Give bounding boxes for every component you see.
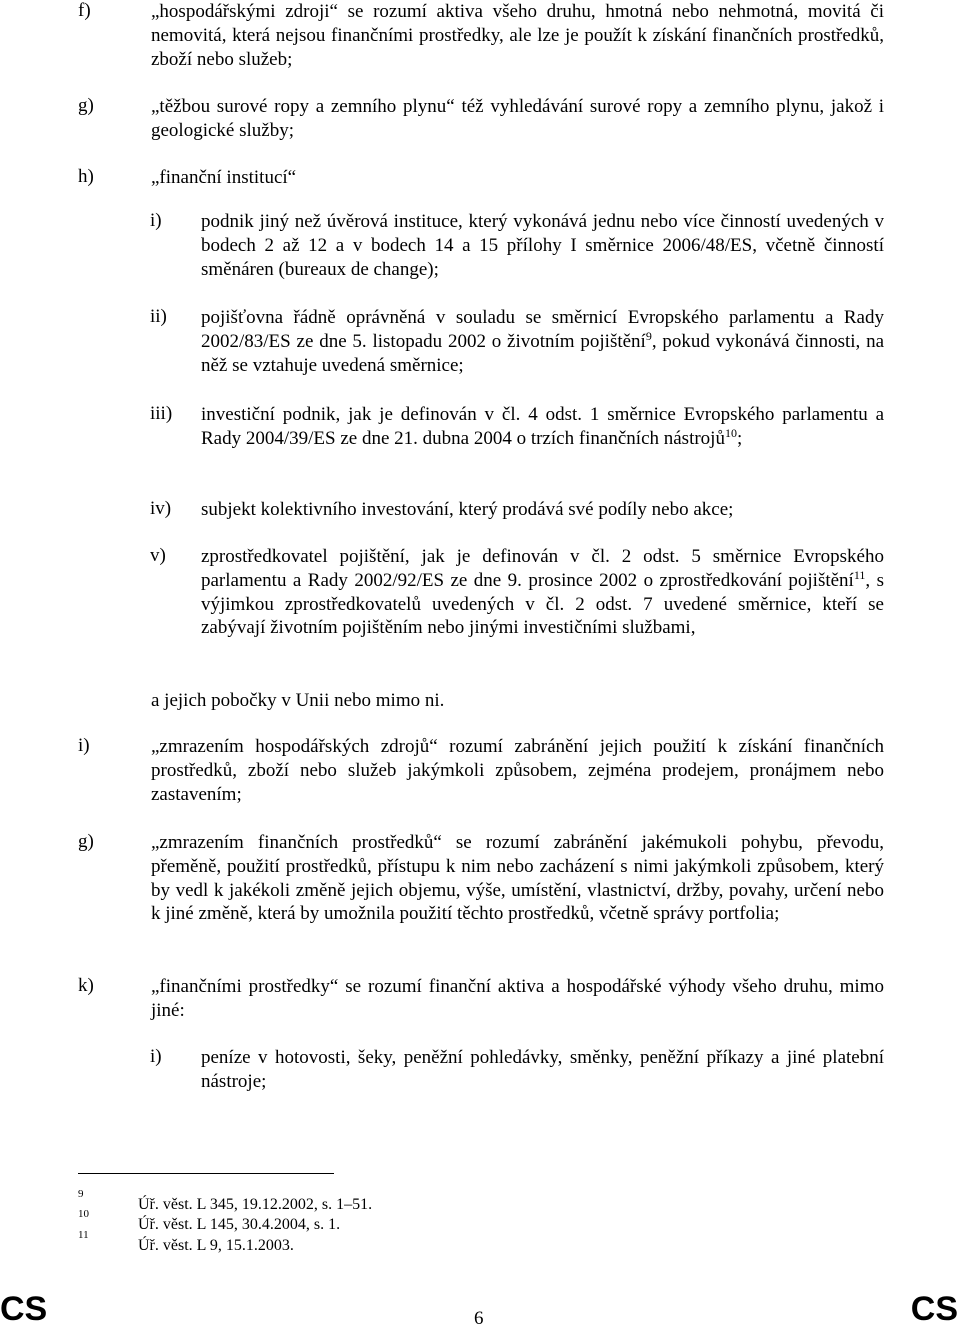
sub-item-text: podnik jiný než úvěrová instituce, který vykonává jednu nebo více činností uvedených v bodech 2 až 12 a v bodech 14 a 15 přílohy I směrnice 2006/48/ES, včetně činností směnáren (bureaux de change); — [201, 211, 884, 280]
item-text: „finančními prostředky“ se rozumí finanční aktiva a hospodářské výhody všeho druhu, mimo jiné: — [151, 976, 884, 1021]
footnote-ref: 10 — [724, 425, 737, 440]
footnote-text: Úř. věst. L 145, 30.4.2004, s. 1. — [138, 1216, 341, 1233]
item-label: f) — [78, 0, 91, 21]
sub-item-text-part: investiční podnik, jak je definován v čl. 4 odst. 1 směrnice Evropského parlamentu a Rady 2004/39/ES ze dne 21. dubna 2004 o trzích finančních nástrojů — [201, 404, 884, 449]
sub-item-label: i) — [150, 1046, 162, 1067]
sub-item-text: subjekt kolektivního investování, který prodává své podíly nebo akce; — [201, 499, 734, 520]
footer-language-right: CS — [910, 1290, 958, 1328]
footnote-number: 9 — [78, 1188, 84, 1200]
h-closing-text: a jejich pobočky v Unii nebo mimo ni. — [151, 690, 445, 711]
sub-item-label: iii) — [150, 403, 173, 424]
sub-item-label: v) — [150, 545, 166, 566]
footnote-text: Úř. věst. L 9, 15.1.2003. — [138, 1237, 294, 1254]
sub-item-text: peníze v hotovosti, šeky, peněžní pohledávky, směnky, peněžní příkazy a jiné platební nástroje; — [201, 1047, 884, 1092]
footnote-number: 10 — [78, 1208, 89, 1220]
item-label: h) — [78, 166, 94, 187]
item-text: „zmrazením hospodářských zdrojů“ rozumí zabránění jejich použití k získání finančních prostředků, zboží nebo služeb jakýmkoli způsobem, zejména prodejem, pronájmem nebo zastavením; — [151, 736, 884, 805]
item-label: k) — [78, 975, 94, 996]
item-label: g) — [78, 831, 94, 852]
sub-item-text-part: zprostředkovatel pojištění, jak je definován v čl. 2 odst. 5 směrnice Evropského parlamentu a Rady 2002/92/ES ze dne 9. prosince 2002 o zprostředkování pojištění — [201, 546, 884, 591]
sub-item-text-part: pojišťovna řádně oprávněná v souladu se směrnicí Evropského parlamentu a Rady 2002/83/ES ze dne 5. listopadu 2002 o životním pojištění — [201, 307, 884, 352]
sub-item-text-part: ; — [736, 427, 743, 449]
sub-item-text-part: , pokud vykonává činnosti, na něž se vztahuje uvedená směrnice; — [201, 330, 885, 376]
item-text: „finanční institucí“ — [151, 167, 297, 188]
sub-item-text — [201, 403, 884, 451]
item-text: „hospodářskými zdroji“ se rozumí aktiva všeho druhu, hmotná nebo nehmotná, movitá či nemovitá, která nejsou finančními prostředky, ale lze je použít k získání finančních prostředků, zboží nebo služeb; — [151, 1, 884, 70]
footnote-ref: 9 — [645, 328, 652, 343]
footnote-separator — [78, 1173, 334, 1174]
sub-item-text — [201, 545, 884, 640]
sub-item-label: i) — [150, 210, 162, 231]
item-text: „zmrazením finančních prostředků“ se rozumí zabránění jakémukoli pohybu, převodu, přeměně, použití prostředků, přístupu k nim nebo zacházení s nimi jakýmkoli způsobem, který by vedl k jakékoli změně jejich objemu, výše, umístění, vlastnictví, držby, povahy, určení nebo k jiné změně, která by umožnila použití těchto prostředků, včetně správy portfolia; — [151, 832, 884, 925]
item-label: g) — [78, 95, 94, 116]
footnote-text: Úř. věst. L 345, 19.12.2002, s. 1–51. — [138, 1196, 373, 1213]
page-number: 6 — [474, 1308, 484, 1329]
footnote-ref: 11 — [853, 567, 866, 582]
sub-item-text-part: , s výjimkou zprostředkovatelů uvedených v čl. 2 odst. 7 uvedené směrnice, kteří se zabývají životním pojištěním nebo jinými investičními službami, — [201, 569, 884, 639]
footer-language-left: CS — [0, 1290, 48, 1328]
sub-item-label: ii) — [150, 306, 167, 327]
sub-item-label: iv) — [150, 498, 172, 519]
footnote-number: 11 — [78, 1229, 89, 1241]
item-text: „těžbou surové ropy a zemního plynu“ též vyhledávání surové ropy a zemního plynu, jakož i geologické služby; — [151, 96, 884, 141]
item-label: i) — [78, 735, 90, 756]
sub-item-text — [201, 306, 884, 377]
